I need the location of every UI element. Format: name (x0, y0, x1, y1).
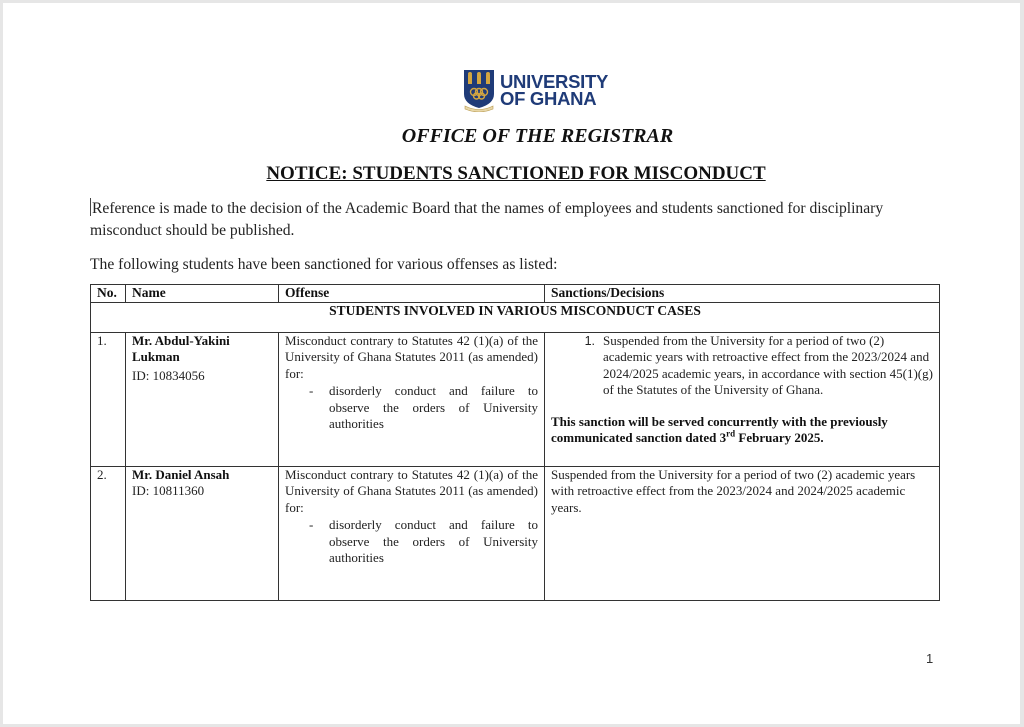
column-header-offense: Offense (279, 285, 545, 303)
concurrent-note (551, 414, 933, 447)
offense-cell (279, 466, 545, 600)
intro-text: Reference is made to the decision of the Academic Board that the names of employees and students sanctioned for disciplinary misconduct should be published. (90, 200, 884, 239)
notice-title: NOTICE: STUDENTS SANCTIONED FOR MISCONDUCT (266, 163, 766, 184)
student-cell (126, 332, 279, 466)
bullet-marker: - (309, 383, 314, 398)
table-header-row (91, 285, 940, 303)
intro-paragraph[interactable] (90, 198, 950, 242)
logo-line-2: OF GHANA (500, 88, 597, 109)
row-number: 1. (91, 332, 126, 466)
offense-cell (279, 332, 545, 466)
student-cell (126, 466, 279, 600)
note-text: This sanction will be served concurrently with the previously communicated sanction dated 3 (551, 413, 888, 445)
sanction-list-item (551, 333, 933, 399)
list-number: 1. (584, 333, 595, 348)
row-number: 2. (91, 466, 126, 600)
bullet-marker: - (309, 517, 314, 532)
offense-intro: Misconduct contrary to Statutes 42 (1)(a) of the University of Ghana Statutes 2011 (as amended) for: (285, 332, 538, 381)
logo-wordmark (500, 73, 608, 107)
university-logo (462, 68, 608, 112)
page-number: 1 (926, 651, 934, 666)
table-row (91, 466, 940, 600)
student-id: ID: 10834056 (132, 367, 205, 383)
student-name: Mr. Abdul-Yakini Lukman (132, 332, 230, 364)
crest-icon (462, 68, 496, 112)
list-intro-paragraph: The following students have been sanctioned for various offenses as listed: (90, 256, 558, 273)
logo-line-1: UNIVERSITY (500, 71, 609, 92)
offense-bullet-text: disorderly conduct and failure to observe the orders of University authorities (329, 517, 538, 565)
sanction-cell (545, 466, 940, 600)
sanction-text: Suspended from the University for a period of two (2) academic years with retroactive effect from the 2023/2024 and 2024/2025 academic years. (551, 466, 916, 515)
table-row (91, 332, 940, 466)
office-heading: OFFICE OF THE REGISTRAR (401, 125, 674, 147)
student-name: Mr. Daniel Ansah (132, 466, 230, 482)
offense-bullet (309, 383, 538, 433)
column-header-no: No. (91, 285, 126, 303)
offense-bullet (309, 517, 538, 567)
text-cursor (90, 198, 91, 216)
sanction-text: Suspended from the University for a period of two (2) academic years with retroactive effect from the 2023/2024 and 2024/2025 academic years, in accordance with section 45(1)(g) of the Statutes of the University of Ghana. (603, 332, 933, 397)
section-title: STUDENTS INVOLVED IN VARIOUS MISCONDUCT CASES (91, 302, 940, 332)
sanction-cell (545, 332, 940, 466)
column-header-sanctions: Sanctions/Decisions (545, 285, 940, 303)
column-header-name: Name (126, 285, 279, 303)
note-date: February 2025. (735, 430, 824, 445)
offense-bullet-text: disorderly conduct and failure to observe the orders of University authorities (329, 383, 538, 431)
section-row (91, 302, 940, 332)
offense-intro: Misconduct contrary to Statutes 42 (1)(a) of the University of Ghana Statutes 2011 (as amended) for: (285, 466, 538, 515)
document-page (3, 3, 1020, 724)
note-superscript: rd (726, 428, 736, 439)
student-id: ID: 10811360 (132, 483, 205, 498)
sanctions-table (90, 284, 940, 601)
